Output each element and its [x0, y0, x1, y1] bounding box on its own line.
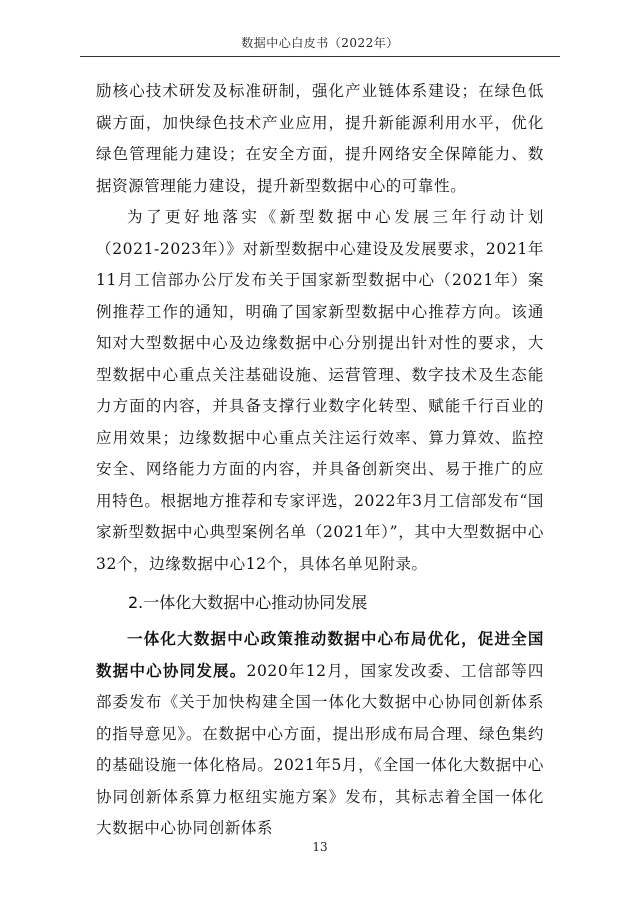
document-body — [96, 76, 544, 845]
header-rule — [80, 56, 560, 57]
page-header: 数据中心白皮书（2022年） — [241, 36, 399, 50]
paragraph-3 — [96, 624, 544, 845]
paragraph-2: 为了更好地落实《新型数据中心发展三年行动计划（2021-2023年）》对新型数据中心建设及发展要求，2021年11月工信部办公厅发布关于国家新型数据中心（2021年）案例推荐工作的通知，明确了国家新型数据中心推荐方向。该通知对大型数据中心及边缘数据中心分别提出针对性的要求，大型数据中心重点关注基础设施、运营管理、数字技术及生态能力方面的内容，并具备支撑行业数字化转型、赋能千行百业的应用效果；边缘数据中心重点关注运行效率、算力算效、监控安全、网络能力方面的内容，并具备创新突出、易于推广的应用特色。根据地方推荐和专家评选，2022年3月工信部发布“国家新型数据中心典型案例名单（2021年）”，其中大型数据中心32个，边缘数据中心12个，具体名单见附录。 — [96, 208, 544, 573]
paragraph-3-lead: 一体化大数据中心政策推动数据中心布局优化，促进全国数据中心协同发展。 — [96, 630, 544, 680]
section-heading: 2.一体化大数据中心推动协同发展 — [128, 593, 368, 612]
paragraph-3-text: 2020年12月，国家发改委、工信部等四部委发布《关于加快构建全国一体化大数据中心协同创新体系的指导意见》。在数据中心方面，提出形成布局合理、绿色集约的基础设施一体化格局。2021年5月，《全国一体化大数据中心协同创新体系算力枢纽实施方案》发布，其标志着全国一体化大数据中心协同创新体系 — [96, 661, 544, 837]
page-number: 13 — [312, 840, 328, 854]
paragraph-1: 励核心技术研发及标准研制，强化产业链体系建设；在绿色低碳方面，加快绿色技术产业应用，提升新能源利用水平，优化绿色管理能力建设；在安全方面，提升网络安全保障能力、数据资源管理能力建设，提升新型数据中心的可靠性。 — [96, 82, 544, 195]
